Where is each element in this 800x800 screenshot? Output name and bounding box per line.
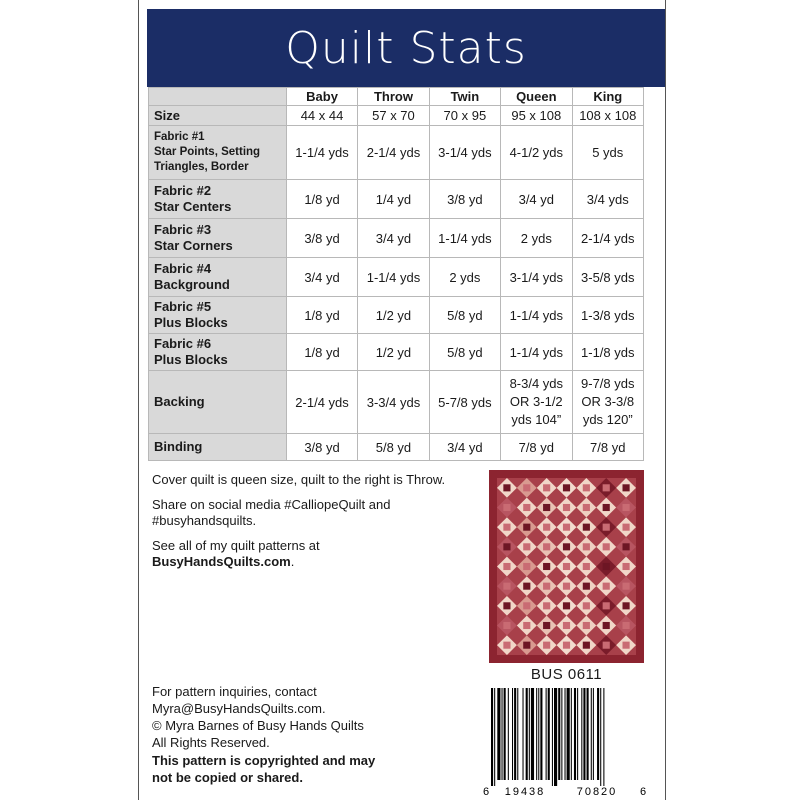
copyright-warning-2: not be copied or shared. [152,770,303,785]
row-label-line: Triangles, Border [154,161,249,173]
barcode-bar [540,688,542,780]
quilt-star-center [603,642,610,649]
barcode-bar [517,688,518,780]
table-cell [429,180,500,219]
cell-line: 9-7/8 yds [581,376,635,391]
barcode-bar [523,688,524,780]
cell-line: 3/8 yd [447,191,483,207]
table-cell [286,434,357,461]
quilt-star-center [523,622,530,629]
barcode-bar [552,688,553,786]
table-cell [501,371,572,434]
table-cell [501,258,572,297]
quilt-star-center [563,504,570,511]
quilt-star-center [523,583,530,590]
row-label-line: Fabric #1 [154,131,205,143]
row-label [149,126,287,180]
table-row [149,180,644,219]
cell-line: 1/2 yd [375,344,412,360]
table-cell [501,334,572,371]
barcode-bar [581,688,582,780]
column-header: Baby [286,88,357,106]
row-label-line: Star Centers [154,199,232,214]
row-label-line: Star Corners [154,238,233,253]
barcode-bar [514,688,516,780]
table-cell [358,258,429,297]
quilt-star-center [523,563,530,570]
throw-quilt-image [489,470,644,663]
barcode-bar [583,688,585,780]
cell-line: 70 x 95 [443,108,487,123]
quilt-star-center [563,484,570,491]
cell-line: 1/2 yd [375,307,412,323]
row-label [149,258,287,297]
barcode-bar [554,688,557,786]
barcode-bar [504,688,506,780]
quilt-star-center [543,602,550,609]
cover-note: Cover quilt is queen size, quilt to the right is Throw. [152,472,446,487]
cell-line: 2 yds [520,230,552,246]
table-row [149,334,644,371]
rights-text: All Rights Reserved. [152,735,270,750]
cell-line: 8-3/4 yds [509,376,564,391]
quilt-star-center [622,602,629,609]
row-label [149,297,287,334]
row-label-line: Plus Blocks [154,315,228,330]
barcode-bar [565,688,566,780]
cell-line: 1/8 yd [304,344,340,360]
quilt-star-center [523,543,530,550]
quilt-star-center [523,504,530,511]
barcode-bar [603,688,604,786]
barcode-bar [571,688,572,780]
cell-line: 3/4 yds [586,191,629,207]
quilt-star-center [622,622,629,629]
share-line-1: Share on social media #CalliopeQuilt and [152,497,391,512]
quilt-star-center [543,642,550,649]
pattern-notes [152,472,482,579]
quilt-star-center [583,484,590,491]
table-cell [358,126,429,180]
row-label [149,334,287,371]
row-label-line: Star Points, Setting [154,146,261,158]
quilt-star-center [583,583,590,590]
table-cell [501,126,572,180]
barcode-bar [531,688,534,780]
table-row [149,297,644,334]
quilt-star-center [503,622,510,629]
cell-line: 3-1/4 yds [509,269,564,285]
row-label-line: Plus Blocks [154,352,228,367]
row-label-line: Fabric #4 [154,261,212,276]
column-header: King [572,88,643,106]
table-cell [572,219,643,258]
row-label-line: Fabric #5 [154,299,212,314]
barcode-digit-right: 6 [640,786,647,798]
quilt-star-center [622,583,629,590]
page-title: Quilt Stats [285,22,527,74]
quilt-star-center [563,583,570,590]
table-cell [429,219,500,258]
table-cell [572,258,643,297]
cell-line: 1-1/4 yds [509,307,564,323]
table-cell [358,219,429,258]
share-note [152,497,482,529]
cell-line: 3/4 yd [518,191,555,207]
row-label-line: Fabric #6 [154,336,212,351]
title-banner [147,9,665,87]
quilt-star-center [583,642,590,649]
table-cell [429,334,500,371]
row-label-line: Backing [154,394,205,409]
barcode-bar [546,688,547,780]
quilt-star-center [563,563,570,570]
table-cell [501,434,572,461]
barcode-bar [597,688,599,780]
quilt-star-center [603,602,610,609]
table-cell [572,371,643,434]
quilt-star-center [543,583,550,590]
copyright-text: © Myra Barnes of Busy Hands Quilts [152,718,364,733]
table-cell [429,434,500,461]
quilt-star-center [622,543,629,550]
barcode-bar [538,688,539,780]
table-cell [429,258,500,297]
see-all-text: See all of my quilt patterns at [152,538,320,553]
quilt-star-center [523,484,530,491]
table-cell [429,106,500,126]
barcode-bar [526,688,528,780]
row-label-line: Fabric #2 [154,183,212,198]
cell-line: 108 x 108 [579,108,637,123]
cell-line: 4-1/2 yds [509,145,564,160]
cell-line: 1-3/8 yds [581,307,635,323]
quilt-star-center [563,642,570,649]
barcode-bar [574,688,576,780]
quilt-star-center [583,543,590,550]
catalog-number: BUS 0611 [530,666,603,683]
cell-line: 5 yds [592,145,624,160]
cell-line: 1-1/4 yds [438,230,492,246]
barcode-bar [494,688,495,786]
row-label-line: Background [154,277,230,292]
cell-line: 1-1/8 yds [581,344,635,360]
table-header-row [149,88,644,106]
quilt-star-center [583,504,590,511]
cell-line: 3/4 yd [304,269,340,285]
cell-line: 3/8 yd [304,230,340,246]
cell-line: OR 3-3/8 [581,394,635,409]
inquiry-text: For pattern inquiries, contact [152,684,317,699]
quilt-star-center [543,524,550,531]
contact-email[interactable]: Myra@BusyHandsQuilts.com. [152,701,326,716]
table-row [149,371,644,434]
website-period: . [290,554,295,569]
quilt-star-center [583,524,590,531]
table-cell [429,297,500,334]
cell-line: 2 yds [449,269,481,285]
barcode-group-1: 19438 [504,786,546,798]
cell-line: 57 x 70 [372,108,415,123]
cell-line: yds 104” [511,412,562,427]
quilt-star-center [503,642,510,649]
table-cell [286,371,357,434]
quilt-star-center [503,484,510,491]
cell-line: 1-1/4 yds [295,145,349,160]
barcode-bar [558,688,560,780]
quilt-star-center [603,524,610,531]
quilt-star-center [563,543,570,550]
cell-line: 7/8 yd [590,439,626,455]
row-label [149,434,287,461]
table-cell [286,219,357,258]
pattern-back-cover [138,0,666,800]
cell-line: 5/8 yd [447,307,483,323]
row-label-line: Binding [154,439,203,454]
barcode-bar [587,688,589,780]
row-label-line: Fabric #3 [154,222,212,237]
cell-line: yds 120” [582,412,633,427]
quilt-star-center [603,622,610,629]
quilt-star-center [603,543,610,550]
quilt-star-center [563,602,570,609]
quilt-star-center [622,524,629,531]
quilt-star-center [603,563,610,570]
cell-line: 44 x 44 [300,108,344,123]
table-cell [286,258,357,297]
barcode-bar [497,688,500,780]
row-label [149,219,287,258]
table-cell [429,371,500,434]
cell-line: 3-1/4 yds [438,145,492,160]
table-cell [286,334,357,371]
table-cell [572,297,643,334]
cell-line: 1-1/4 yds [509,344,564,360]
table-cell [429,126,500,180]
quilt-star-center [523,524,530,531]
quilt-star-center [543,543,550,550]
quilt-star-center [603,583,610,590]
barcode-bar [529,688,530,780]
quilt-star-center [523,642,530,649]
share-line-2: #busyhandsquilts. [152,513,257,528]
see-all-note [152,538,482,570]
quilt-star-center [503,543,510,550]
quilt-star-center [563,622,570,629]
quilt-star-center [503,524,510,531]
row-label [149,180,287,219]
table-cell [501,219,572,258]
table-cell [572,434,643,461]
row-label [149,371,287,434]
cell-line: 2-1/4 yds [295,394,349,410]
table-cell [358,334,429,371]
quilt-star-center [563,524,570,531]
quilt-star-center [503,602,510,609]
table-row [149,258,644,297]
quilt-illustration [489,470,644,663]
cell-line: 3/4 yd [375,230,412,246]
barcode-bar [502,688,503,780]
table-row [149,106,644,126]
cell-line: 2-1/4 yds [581,230,635,246]
table-cell [572,106,643,126]
contact-info [152,683,472,785]
table-row [149,126,644,180]
barcode-bar [561,688,562,780]
table-cell [286,297,357,334]
table-cell [358,106,429,126]
barcode-digit-left: 6 [483,786,490,798]
quilt-star-center [543,563,550,570]
cell-line: 5-7/8 yds [438,394,492,410]
table-cell [501,180,572,219]
cell-line: 1-1/4 yds [366,269,421,285]
quilt-star-center [503,563,510,570]
quilt-star-center [603,504,610,511]
quilt-star-center [543,504,550,511]
quilt-star-center [583,602,590,609]
column-header: Twin [429,88,500,106]
copyright-warning-1: This pattern is copyrighted and may [152,753,376,768]
cell-line: 3/8 yd [304,439,340,455]
barcode-group-2: 70820 [576,786,618,798]
table-cell [572,334,643,371]
cell-line: OR 3-1/2 [509,394,563,409]
cell-line: 5/8 yd [375,439,412,455]
quilt-stats-table [148,87,644,461]
barcode-bar [591,688,592,780]
table-row [149,219,644,258]
barcode-bar [567,688,570,780]
barcode-bar [577,688,578,780]
quilt-star-center [583,622,590,629]
cell-line: 1/4 yd [375,191,412,207]
cell-line: 1/8 yd [304,307,340,323]
quilt-star-center [622,484,629,491]
quilt-star-center [523,602,530,609]
column-header: Queen [501,88,572,106]
table-cell [358,371,429,434]
quilt-star-center [543,484,550,491]
cell-line: 3-5/8 yds [581,269,635,285]
table-cell [358,180,429,219]
column-header: Throw [358,88,429,106]
table-cell [501,297,572,334]
barcode-bar [593,688,594,780]
table-cell [286,126,357,180]
table-cell [286,106,357,126]
quilt-star-center [603,484,610,491]
table-cell [572,126,643,180]
table-cell [572,180,643,219]
table-row [149,434,644,461]
cell-line: 1/8 yd [304,191,340,207]
barcode-bar [536,688,537,780]
barcode-bar [600,688,601,786]
website-link[interactable]: BusyHandsQuilts.com [152,554,291,569]
upc-barcode [479,688,651,798]
table-cell [286,180,357,219]
table-cell [358,434,429,461]
table-cell [358,297,429,334]
cell-line: 3/4 yd [447,439,483,455]
cell-line: 5/8 yd [447,344,483,360]
barcode-bar [512,688,513,780]
cell-line: 7/8 yd [518,439,555,455]
quilt-star-center [543,622,550,629]
row-label [149,106,287,126]
cell-line: 95 x 108 [511,108,562,123]
barcode-bar [491,688,493,786]
quilt-star-center [503,504,510,511]
quilt-star-center [622,504,629,511]
quilt-star-center [583,563,590,570]
quilt-star-center [622,563,629,570]
cell-line: 3-3/4 yds [366,394,421,410]
cell-line: 2-1/4 yds [366,145,421,160]
barcode-bar [508,688,509,780]
quilt-star-center [622,642,629,649]
table-cell [501,106,572,126]
barcode-graphic [479,688,651,798]
row-label-line: Size [154,107,181,123]
table-corner-cell [149,88,287,106]
barcode-bar [548,688,550,780]
quilt-star-center [503,583,510,590]
